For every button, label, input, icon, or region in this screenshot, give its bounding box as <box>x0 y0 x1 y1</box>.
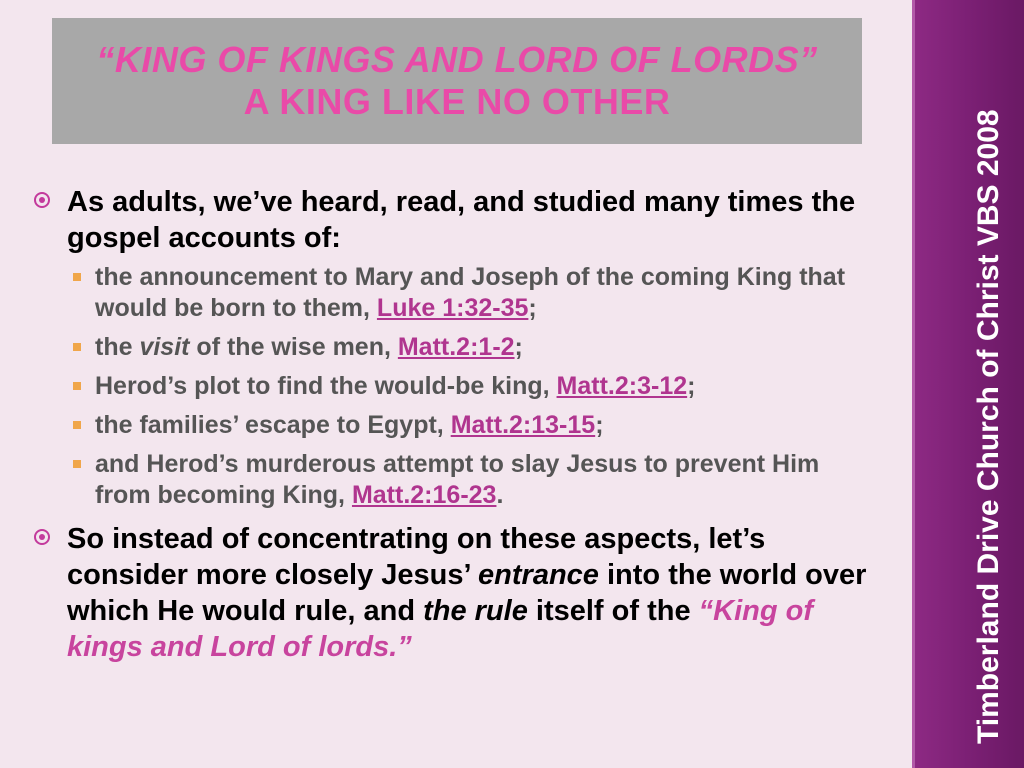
bullet-item-1 <box>34 184 874 256</box>
sub-bullet-segment: the announcement to Mary and Joseph of the coming King that would be born to them, <box>95 263 846 322</box>
square-bullet-icon <box>73 273 81 281</box>
scripture-link[interactable]: Matt.2:16-23 <box>351 481 497 509</box>
sub-bullet-item-3 <box>34 371 874 402</box>
sub-list <box>34 262 874 511</box>
scripture-link[interactable]: Matt.2:3-12 <box>556 372 688 400</box>
sub-bullet-segment: Herod’s plot to find the would-be king, <box>95 372 557 400</box>
bullet-italic: the rule <box>423 595 528 627</box>
sub-bullet-italic: visit <box>139 333 190 361</box>
square-bullet-icon <box>73 460 81 468</box>
sub-bullet-segment: of the wise men, <box>189 333 398 361</box>
content-body <box>34 184 874 665</box>
sub-bullet-segment: ; <box>687 372 696 400</box>
title-line-2: A KING LIKE NO OTHER <box>243 81 671 122</box>
sub-bullet-item-4 <box>34 410 874 441</box>
sub-bullet-item-5 <box>34 449 874 511</box>
sub-bullet-segment: the families’ escape to Egypt, <box>95 411 451 439</box>
square-bullet-icon <box>73 343 81 351</box>
sidebar-band <box>912 0 1024 768</box>
sub-bullet-segment: . <box>496 481 504 509</box>
square-bullet-icon <box>73 382 81 390</box>
scripture-link[interactable]: Luke 1:32-35 <box>376 294 529 322</box>
sub-bullet-segment: the <box>95 333 140 361</box>
sub-bullet-segment: and Herod’s murderous attempt to slay Jesus to prevent Him from becoming King, <box>95 450 820 509</box>
title-box <box>52 18 862 144</box>
scripture-link[interactable]: Matt.2:1-2 <box>397 333 515 361</box>
sub-bullet-segment: ; <box>595 411 604 439</box>
bullet-segment: As adults, we’ve heard, read, and studied many times the gospel accounts of: <box>67 186 856 254</box>
bullet-emphasis-quote: “King of kings and Lord of lords.” <box>67 595 813 663</box>
bullet-segment: So instead of concentrating on these aspects, let’s consider more closely Jesus’ <box>67 523 766 591</box>
sub-bullet-segment: ; <box>528 294 537 322</box>
circle-dot-bullet-icon <box>34 192 50 208</box>
sidebar-vertical-text: Timberland Drive Church of Christ VBS 2008 <box>972 109 1005 744</box>
sub-bullet-item-1 <box>34 262 874 324</box>
bullet-text <box>67 186 855 254</box>
sub-bullet-segment: ; <box>514 333 523 361</box>
circle-dot-bullet-icon <box>34 529 50 545</box>
bullet-text <box>67 523 866 663</box>
sub-bullet-item-2 <box>34 332 874 363</box>
square-bullet-icon <box>73 421 81 429</box>
bullet-italic: entrance <box>478 559 599 591</box>
bullet-item-2 <box>34 521 874 665</box>
bullet-segment: into the world over which He would rule, and <box>67 559 867 627</box>
title-line-1: “KING OF KINGS AND LORD OF LORDS” <box>96 39 818 80</box>
bullet-segment: itself of the <box>527 595 699 627</box>
scripture-link[interactable]: Matt.2:13-15 <box>450 411 596 439</box>
